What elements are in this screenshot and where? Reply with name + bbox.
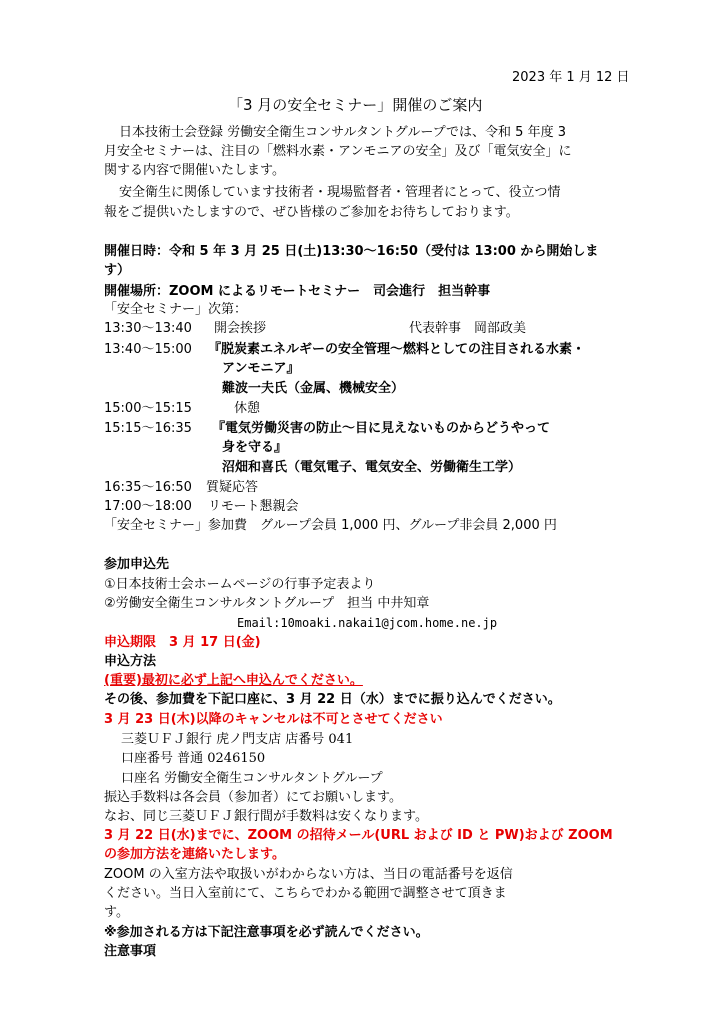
zoom-inquiry: ZOOM の入室方法や取扱いがわからない方は、当日の電話番号を返信 [104, 867, 513, 882]
intro-line: 報をご提供いたしますので、ぜひ皆様のご参加をお待ちしております。 [104, 205, 519, 220]
zoom-notice: 3 月 22 日(水)までに、ZOOM の招待メール(URL および ID と PW)および ZOOM [104, 828, 613, 843]
contact-email: Email:10moaki.nakai1@jcom.home.ne.jp [237, 616, 498, 630]
intro-line: 安全衛生に関係しています技術者・現場監督者・管理者にとって、役立つ情 [119, 185, 561, 200]
program-item-cont: 身を守る』 [222, 440, 288, 455]
program-item: 質疑応答 [206, 480, 259, 495]
intro-line: 関する内容で開催いたします。 [104, 163, 285, 178]
program-item: 『電気労働災害の防止～目に見えないものからどうやって [212, 421, 551, 436]
fee-note: なお、同じ三菱ＵＦＪ銀行間が手数料は安くなります。 [104, 809, 428, 824]
apply-heading: 参加申込先 [104, 557, 170, 572]
program-time: 13:30～13:40 [104, 321, 192, 336]
page-title: 「3 月の安全セミナー」開催のご案内 [228, 96, 483, 114]
bank-account-holder: 口座名 労働安全衛生コンサルタントグループ [121, 771, 383, 786]
cancellation-policy: 3 月 23 日(木)以降のキャンセルは不可とさせてください [104, 712, 443, 727]
program-host: 代表幹事 岡部政美 [409, 321, 527, 336]
program-item-cont: アンモニア』 [222, 361, 300, 376]
program-item: 『脱炭素エネルギーの安全管理～燃料としての注目される水素・ [208, 342, 586, 357]
program-time: 17:00～18:00 [104, 499, 192, 514]
fee-note: 振込手数料は各会員（参加者）にてお願いします。 [104, 790, 402, 805]
participation-fee: 「安全セミナー」参加費 グループ会員 1,000 円、グループ非会員 2,000 円 [104, 518, 557, 533]
program-item: 休憩 [234, 401, 261, 416]
event-datetime-cont: す） [104, 263, 131, 278]
apply-method-heading: 申込方法 [104, 654, 157, 669]
document-date: 2023 年 1 月 12 日 [512, 70, 630, 85]
bank-branch: 三菱ＵＦＪ銀行 虎ノ門支店 店番号 041 [121, 732, 354, 747]
program-item: 開会挨拶 [214, 321, 267, 336]
read-notice: ※参加される方は下記注意事項を必ず読んでください。 [104, 925, 429, 940]
program-time: 13:40～15:00 [104, 342, 192, 357]
program-heading: 「安全セミナー」次第： [104, 302, 248, 317]
payment-instruction: その後、参加費を下記口座に、3 月 22 日（水）までに振り込んでください。 [104, 692, 561, 707]
important-notice: (重要)最初に必ず上記へ申込んでください。 [104, 673, 363, 688]
program-speaker: 難波一夫氏（金属、機械安全） [222, 381, 405, 396]
apply-deadline: 申込期限 3 月 17 日(金) [104, 635, 261, 650]
zoom-notice-cont: の参加方法を連絡いたします。 [104, 847, 285, 862]
intro-line: 日本技術士会登録 労働安全衛生コンサルタントグループでは、令和 5 年度 3 [119, 125, 566, 140]
program-time: 15:00～15:15 [104, 401, 192, 416]
event-venue: 開催場所：ZOOM によるリモートセミナー 司会進行 担当幹事 [104, 284, 491, 299]
notes-heading: 注意事項 [104, 944, 157, 959]
program-time: 15:15～16:35 [104, 421, 192, 436]
program-speaker: 沼畑和喜氏（電気電子、電気安全、労働衛生工学） [222, 460, 522, 475]
zoom-inquiry: ください。当日入室前にて、こちらでわかる範囲で調整させて頂きま [104, 886, 507, 901]
zoom-inquiry: す。 [104, 905, 129, 920]
program-item: リモート懇親会 [208, 499, 299, 514]
bank-account-number: 口座番号 普通 0246150 [121, 751, 266, 766]
apply-option-1: ①日本技術士会ホームページの行事予定表より [104, 577, 376, 592]
event-datetime: 開催日時：令和 5 年 3 月 25 日(土)13:30～16:50（受付は 13:00 から開始しま [104, 244, 599, 259]
apply-option-2: ②労働安全衛生コンサルタントグループ 担当 中井知章 [104, 596, 430, 611]
program-time: 16:35～16:50 [104, 480, 192, 495]
intro-line: 月安全セミナーは、注目の「燃料水素・アンモニアの安全」及び「電気安全」に [104, 144, 572, 159]
